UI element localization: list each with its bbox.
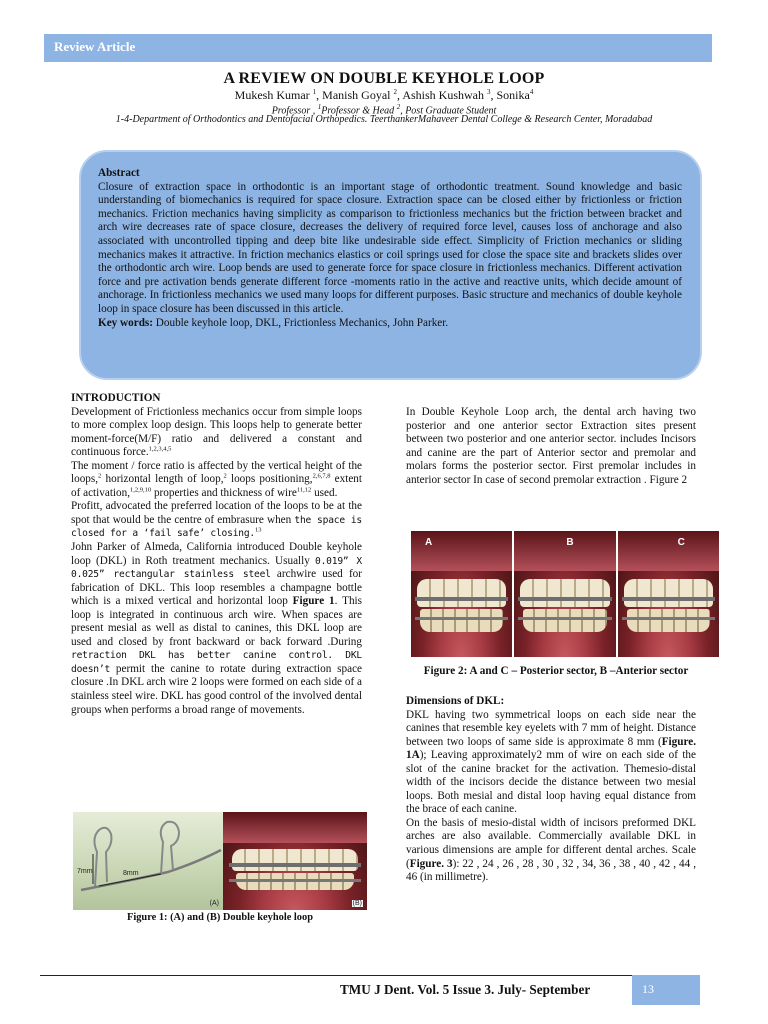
text-run: archwire used for fabrication of DKL. This loop resembles a champagne bottle which is a mixed vertical and horizontal loop	[71, 568, 362, 608]
citation: 2	[98, 472, 102, 480]
abstract-text: Closure of extraction space in orthodontic is an important stage of orthodontic treatment. Sound knowledge and basic understanding of biomechanics is required for space closure. Extraction space can be closed either by frictionless or friction mechanics. Friction mechanics having simplicity as comparison to frictionless mechanics but the friction between bracket and arch wire decreases rate of space closure, decreases the delivery of required force level, causes loss of anchorage and also associated with uncontrolled tipping and deep bite like undesirable side effect. Simplicity of Friction mechanics or sliding mechanics makes it attractive. In friction mechanics elastics or coil springs used for close the space site and brackets slides over the orthodontic arch wire. Loop bends are used to generate force for space closure in frictionless mechanics. Different activation force and pre activation bends generate different force -moments ratio in the active and reactive units, which decide amount of anchorage. In frictionless mechanics we used many loops for different purposes. Basic structure and mechanics of double keyhole loop in space closure has been discussed in this article.	[98, 180, 682, 315]
intraoral-photo-c	[618, 531, 719, 657]
measure-8mm-label: 8mm	[123, 870, 139, 877]
intro-paragraph-3	[71, 500, 362, 541]
author-sup: 4	[529, 88, 534, 96]
keywords-label: Key words:	[98, 316, 153, 329]
figure-2-photos	[411, 531, 719, 657]
citation: 11,12	[296, 486, 312, 494]
citation: 13	[255, 526, 262, 534]
figure-1-images	[73, 812, 367, 910]
keywords	[98, 317, 682, 331]
sectors-paragraph: In Double Keyhole Loop arch, the dental arch having two posterior and one anterior sector Extraction sites present between two posterior and one anterior sector. includes Incisors and canine are the part of Anterior sector and premolar and molars forms the posterior sector. First premolar includes in anterior sector In case of second premolar extraction . Figure 2	[406, 406, 696, 486]
author-name: Sonika	[496, 88, 530, 102]
text-run: DKL having two symmetrical loops on each side near the canines that resemble key eyelets with 7 mm of height. Distance between two loops of same side is approximate 8 mm (	[406, 708, 696, 748]
text-run: Development of Frictionless mechanics occur from simple loops to more complex loop design. This loops help to generate better moment-force(M/F) ratio and delivered a constant and continuous force.	[71, 405, 362, 459]
citation: 1,2,3,4,5	[148, 445, 172, 453]
photo-label-c: C	[677, 537, 685, 548]
text-run: . This loop is integrated in continuous arch wire. When spaces are present mesial as well as distal to canines, this DKL loop are used and closed by front backward or back forward .During	[71, 595, 362, 648]
text-run: loops positioning,	[226, 473, 313, 486]
text-run: properties and thickness of wire	[151, 486, 297, 499]
right-column-top	[406, 406, 696, 487]
page-number-box	[632, 975, 700, 1005]
text-run: Profitt, advocated the preferred location of the loops to be at the spot that would be the centre of embrasure when	[71, 500, 362, 526]
page-number: 13	[642, 982, 654, 996]
footer-rule	[40, 975, 700, 976]
text-run: 0.019” X 0.025” rectangular stainless steel	[71, 555, 362, 581]
text-run: horizontal length of loop,	[101, 473, 224, 486]
text-run: John Parker of Almeda, California introduced Double keyhole loop (DKL) in Roth treatment mechanics. Usually	[71, 541, 362, 567]
panel-tag-b: (B)	[352, 900, 362, 907]
intraoral-photo-dkl	[223, 812, 367, 910]
text-run: permit the canine to rotate during extraction space closure .In DKL arch wire 2 loops were formed on each side of a stainless steel wire. DKL has good control of the involved dental groups when performs a broad range of movements.	[71, 662, 362, 716]
keywords-text: Double keyhole loop, DKL, Frictionless Mechanics, John Parker.	[155, 316, 449, 329]
keyhole-loop-wire-drawing	[73, 812, 223, 910]
text-run: On the basis of mesio-distal width of incisors preformed DKL arches are also available. Commercially available DKL in various dimensions are ample for different dental arches. Scale (	[406, 816, 696, 870]
panel-tag-a: (A)	[209, 900, 219, 907]
photo-label-b: B	[566, 537, 574, 548]
abstract-heading: Abstract	[98, 167, 140, 179]
text-run: extent of activation,	[71, 473, 363, 499]
dimensions-paragraph-2	[406, 817, 696, 885]
intraoral-photo-b	[514, 531, 615, 657]
text-run: The moment / force ratio is affected by the vertical height of the loops,	[71, 459, 362, 486]
journal-citation: TMU J Dent. Vol. 5 Issue 3. July- September	[340, 982, 591, 997]
section-heading-dimensions: Dimensions of DKL:	[406, 695, 505, 707]
author-list: Mukesh Kumar $^1$, Manish Goyal $^2$, Ashish Kushwah $^3$, Sonika$^4$	[234, 88, 534, 102]
role-sup: 1	[317, 103, 322, 111]
keyhole-loop-wire-photo	[73, 812, 223, 910]
author-name: Manish Goyal	[322, 88, 391, 102]
text-run: ): 22 , 24 , 26 , 28 , 30 , 32 , 34, 36 , 38 , 40 , 42 , 44 , 46 (in millimetre).	[406, 857, 696, 884]
intro-paragraph-2	[71, 460, 362, 501]
intraoral-photo-a	[411, 531, 512, 657]
role: Professor & Head	[321, 105, 395, 117]
dimensions-paragraph-1	[406, 709, 696, 817]
article-type-label: Review Article	[54, 39, 136, 54]
author-sup: 2	[393, 88, 397, 96]
citation: 1,2,9,10	[130, 486, 152, 494]
text-run: the space is closed for a ‘fail safe’ closing.	[71, 514, 362, 540]
text-run: used.	[311, 486, 338, 499]
role: Professor	[271, 105, 311, 117]
figure-reference: Figure 1	[292, 595, 335, 608]
figure-2-caption: Figure 2: A and C – Posterior sector, B –Anterior sector	[423, 665, 689, 677]
affiliation: 1-4-Department of Orthodontics and Dentofacial Orthopedics. TeerthankerMahaveer Dental College & Research Center, Moradabad	[115, 114, 653, 125]
intro-paragraph-1	[71, 406, 362, 460]
citation: 2,6,7,8	[312, 472, 331, 480]
role-sup: 2	[396, 103, 401, 111]
left-column	[71, 392, 362, 717]
text-run: ); Leaving approximately2 mm of wire on each side of the slot of the canine bracket for the activation. Themesio-distal width of the incisors decide the distance between two mesial loops. Both mesial and distal loop having equal distance from the brace of each canine.	[406, 749, 696, 816]
author-sup: 1	[312, 88, 317, 96]
citation: 2	[223, 472, 227, 480]
article-title: A REVIEW ON DOUBLE KEYHOLE LOOP	[223, 70, 545, 87]
figure-reference: Figure. 3	[409, 857, 453, 870]
photo-label-a: A	[425, 537, 433, 548]
article-type-banner	[44, 34, 712, 62]
intro-paragraph-4	[71, 541, 362, 717]
right-column-bottom	[406, 695, 696, 885]
figure-reference: Figure. 1A	[406, 735, 696, 762]
measure-7mm-label: 7mm	[77, 868, 93, 875]
author-name: Ashish Kushwah	[402, 88, 484, 102]
text-run: retraction DKL has better canine control. DKL doesn’t	[71, 650, 362, 675]
section-heading-introduction: INTRODUCTION	[71, 392, 161, 404]
author-name: Mukesh Kumar	[234, 88, 310, 102]
author-roles: Professor , $^1$Professor & Head $^2$, Post Graduate Student	[271, 103, 497, 117]
role: Post Graduate Student	[405, 105, 497, 117]
figure-1-caption: Figure 1: (A) and (B) Double keyhole loop	[127, 912, 313, 923]
abstract-box	[79, 150, 702, 380]
author-sup: 3	[487, 88, 491, 96]
